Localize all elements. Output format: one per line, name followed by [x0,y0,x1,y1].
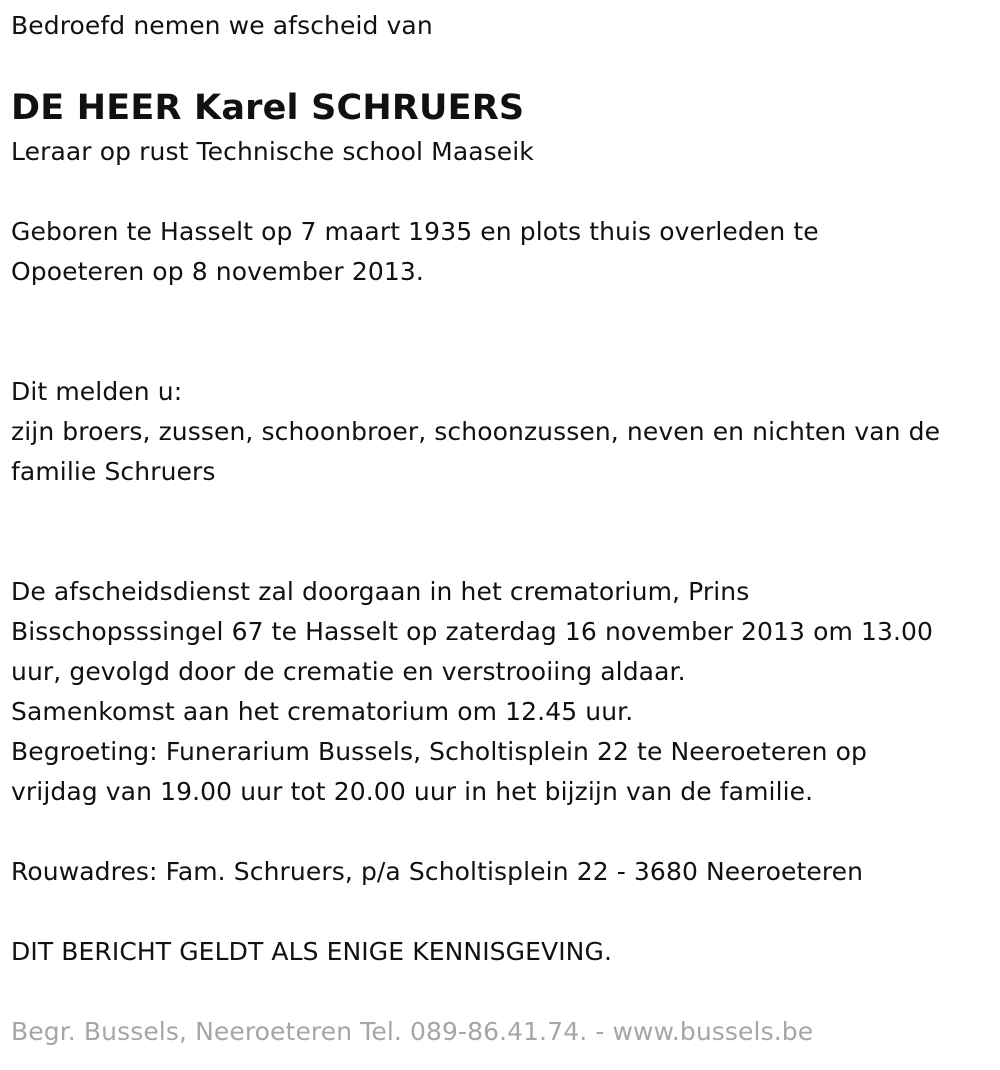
notice-statement: DIT BERICHT GELDT ALS ENIGE KENNISGEVING. [11,937,612,966]
announcers-line: familie Schruers [11,457,216,486]
funeral-home-footer: Begr. Bussels, Neeroeteren Tel. 089-86.41.74. - www.bussels.be [11,1017,814,1046]
obituary-notice [11,6,996,1052]
announcers-heading: Dit melden u: [11,377,183,406]
service-block [11,572,996,812]
visitation-line: vrijdag van 19.00 uur tot 20.00 uur in het bijzijn van de familie. [11,777,814,806]
service-line: Bisschopsssingel 67 te Hasselt op zaterdag 16 november 2013 om 13.00 [11,617,934,646]
gathering-line: Samenkomst aan het crematorium om 12.45 uur. [11,697,634,726]
birth-death-line: Geboren te Hasselt op 7 maart 1935 en plots thuis overleden te [11,217,819,246]
mourning-address: Rouwadres: Fam. Schruers, p/a Scholtisplein 22 - 3680 Neeroeteren [11,857,864,886]
deceased-title: Leraar op rust Technische school Maaseik [11,137,534,166]
service-line: uur, gevolgd door de crematie en verstrooiing aldaar. [11,657,686,686]
birth-death-block [11,212,996,292]
intro-text: Bedroefd nemen we afscheid van [11,11,433,40]
visitation-line: Begroeting: Funerarium Bussels, Scholtisplein 22 te Neeroeteren op [11,737,867,766]
announcers-block [11,372,996,492]
service-line: De afscheidsdienst zal doorgaan in het crematorium, Prins [11,577,750,606]
deceased-name: DE HEER Karel SCHRUERS [11,88,525,128]
birth-death-line: Opoeteren op 8 november 2013. [11,257,424,286]
announcers-line: zijn broers, zussen, schoonbroer, schoonzussen, neven en nichten van de [11,417,941,446]
